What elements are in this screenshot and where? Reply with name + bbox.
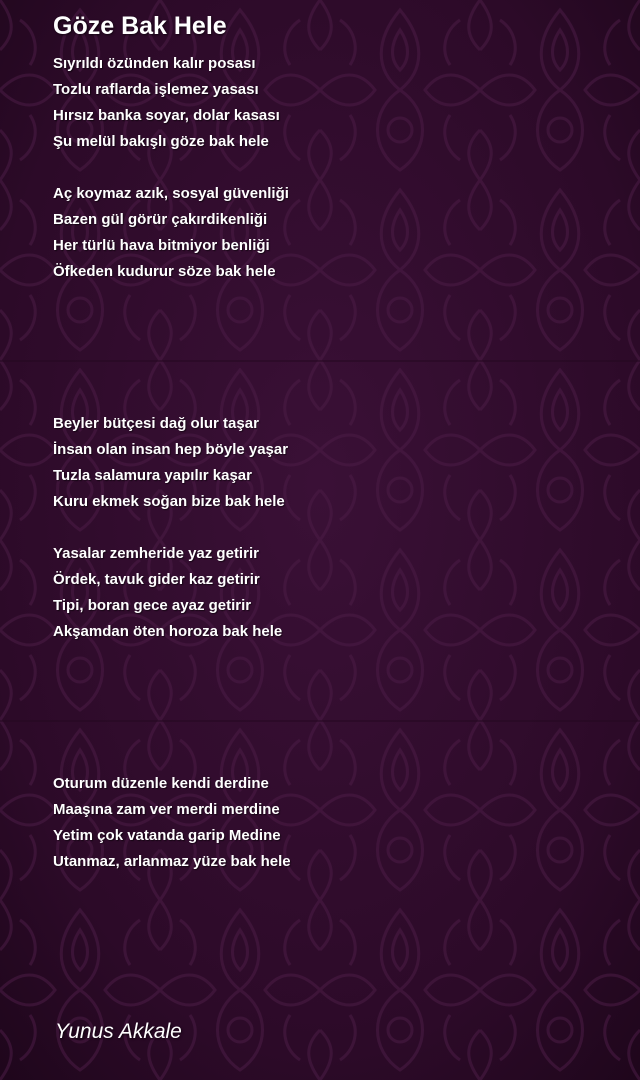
stanza-1 [53, 51, 280, 155]
stanza-4 [53, 541, 282, 645]
poem-line: Utanmaz, arlanmaz yüze bak hele [53, 853, 291, 870]
poem-line: Tuzla salamura yapılır kaşar [53, 467, 252, 484]
poem-line: Öfkeden kudurur söze bak hele [53, 263, 276, 280]
poem-line: Bazen gül görür çakırdikenliği [53, 211, 268, 228]
poem-author: Yunus Akkale [55, 1020, 182, 1043]
stanza-3 [53, 411, 288, 515]
poem-line: Şu melül bakışlı göze bak hele [53, 133, 269, 150]
poem-line: Tozlu raflarda işlemez yasası [53, 81, 259, 98]
poem-line: İnsan olan insan hep böyle yaşar [53, 441, 289, 458]
poem-line: Her türlü hava bitmiyor benliği [53, 237, 270, 254]
poem-title: Göze Bak Hele [53, 12, 227, 40]
poem-line: Beyler bütçesi dağ olur taşar [53, 415, 259, 432]
poem-line: Akşamdan öten horoza bak hele [53, 623, 283, 640]
poem-line: Hırsız banka soyar, dolar kasası [53, 107, 280, 124]
poem-line: Kuru ekmek soğan bize bak hele [53, 493, 285, 510]
stanza-2 [53, 181, 289, 285]
stanza-5 [53, 771, 291, 875]
poem-line: Aç koymaz azık, sosyal güvenliği [53, 185, 289, 202]
poem-line: Sıyrıldı özünden kalır posası [53, 55, 256, 72]
poem-line: Yasalar zemheride yaz getirir [53, 545, 259, 562]
poem-line: Maaşına zam ver merdi merdine [53, 801, 280, 818]
poem-line: Yetim çok vatanda garip Medine [53, 827, 281, 844]
poem-line: Tipi, boran gece ayaz getirir [53, 597, 252, 614]
poem-line: Oturum düzenle kendi derdine [53, 775, 269, 792]
poem-line: Ördek, tavuk gider kaz getirir [53, 571, 260, 588]
